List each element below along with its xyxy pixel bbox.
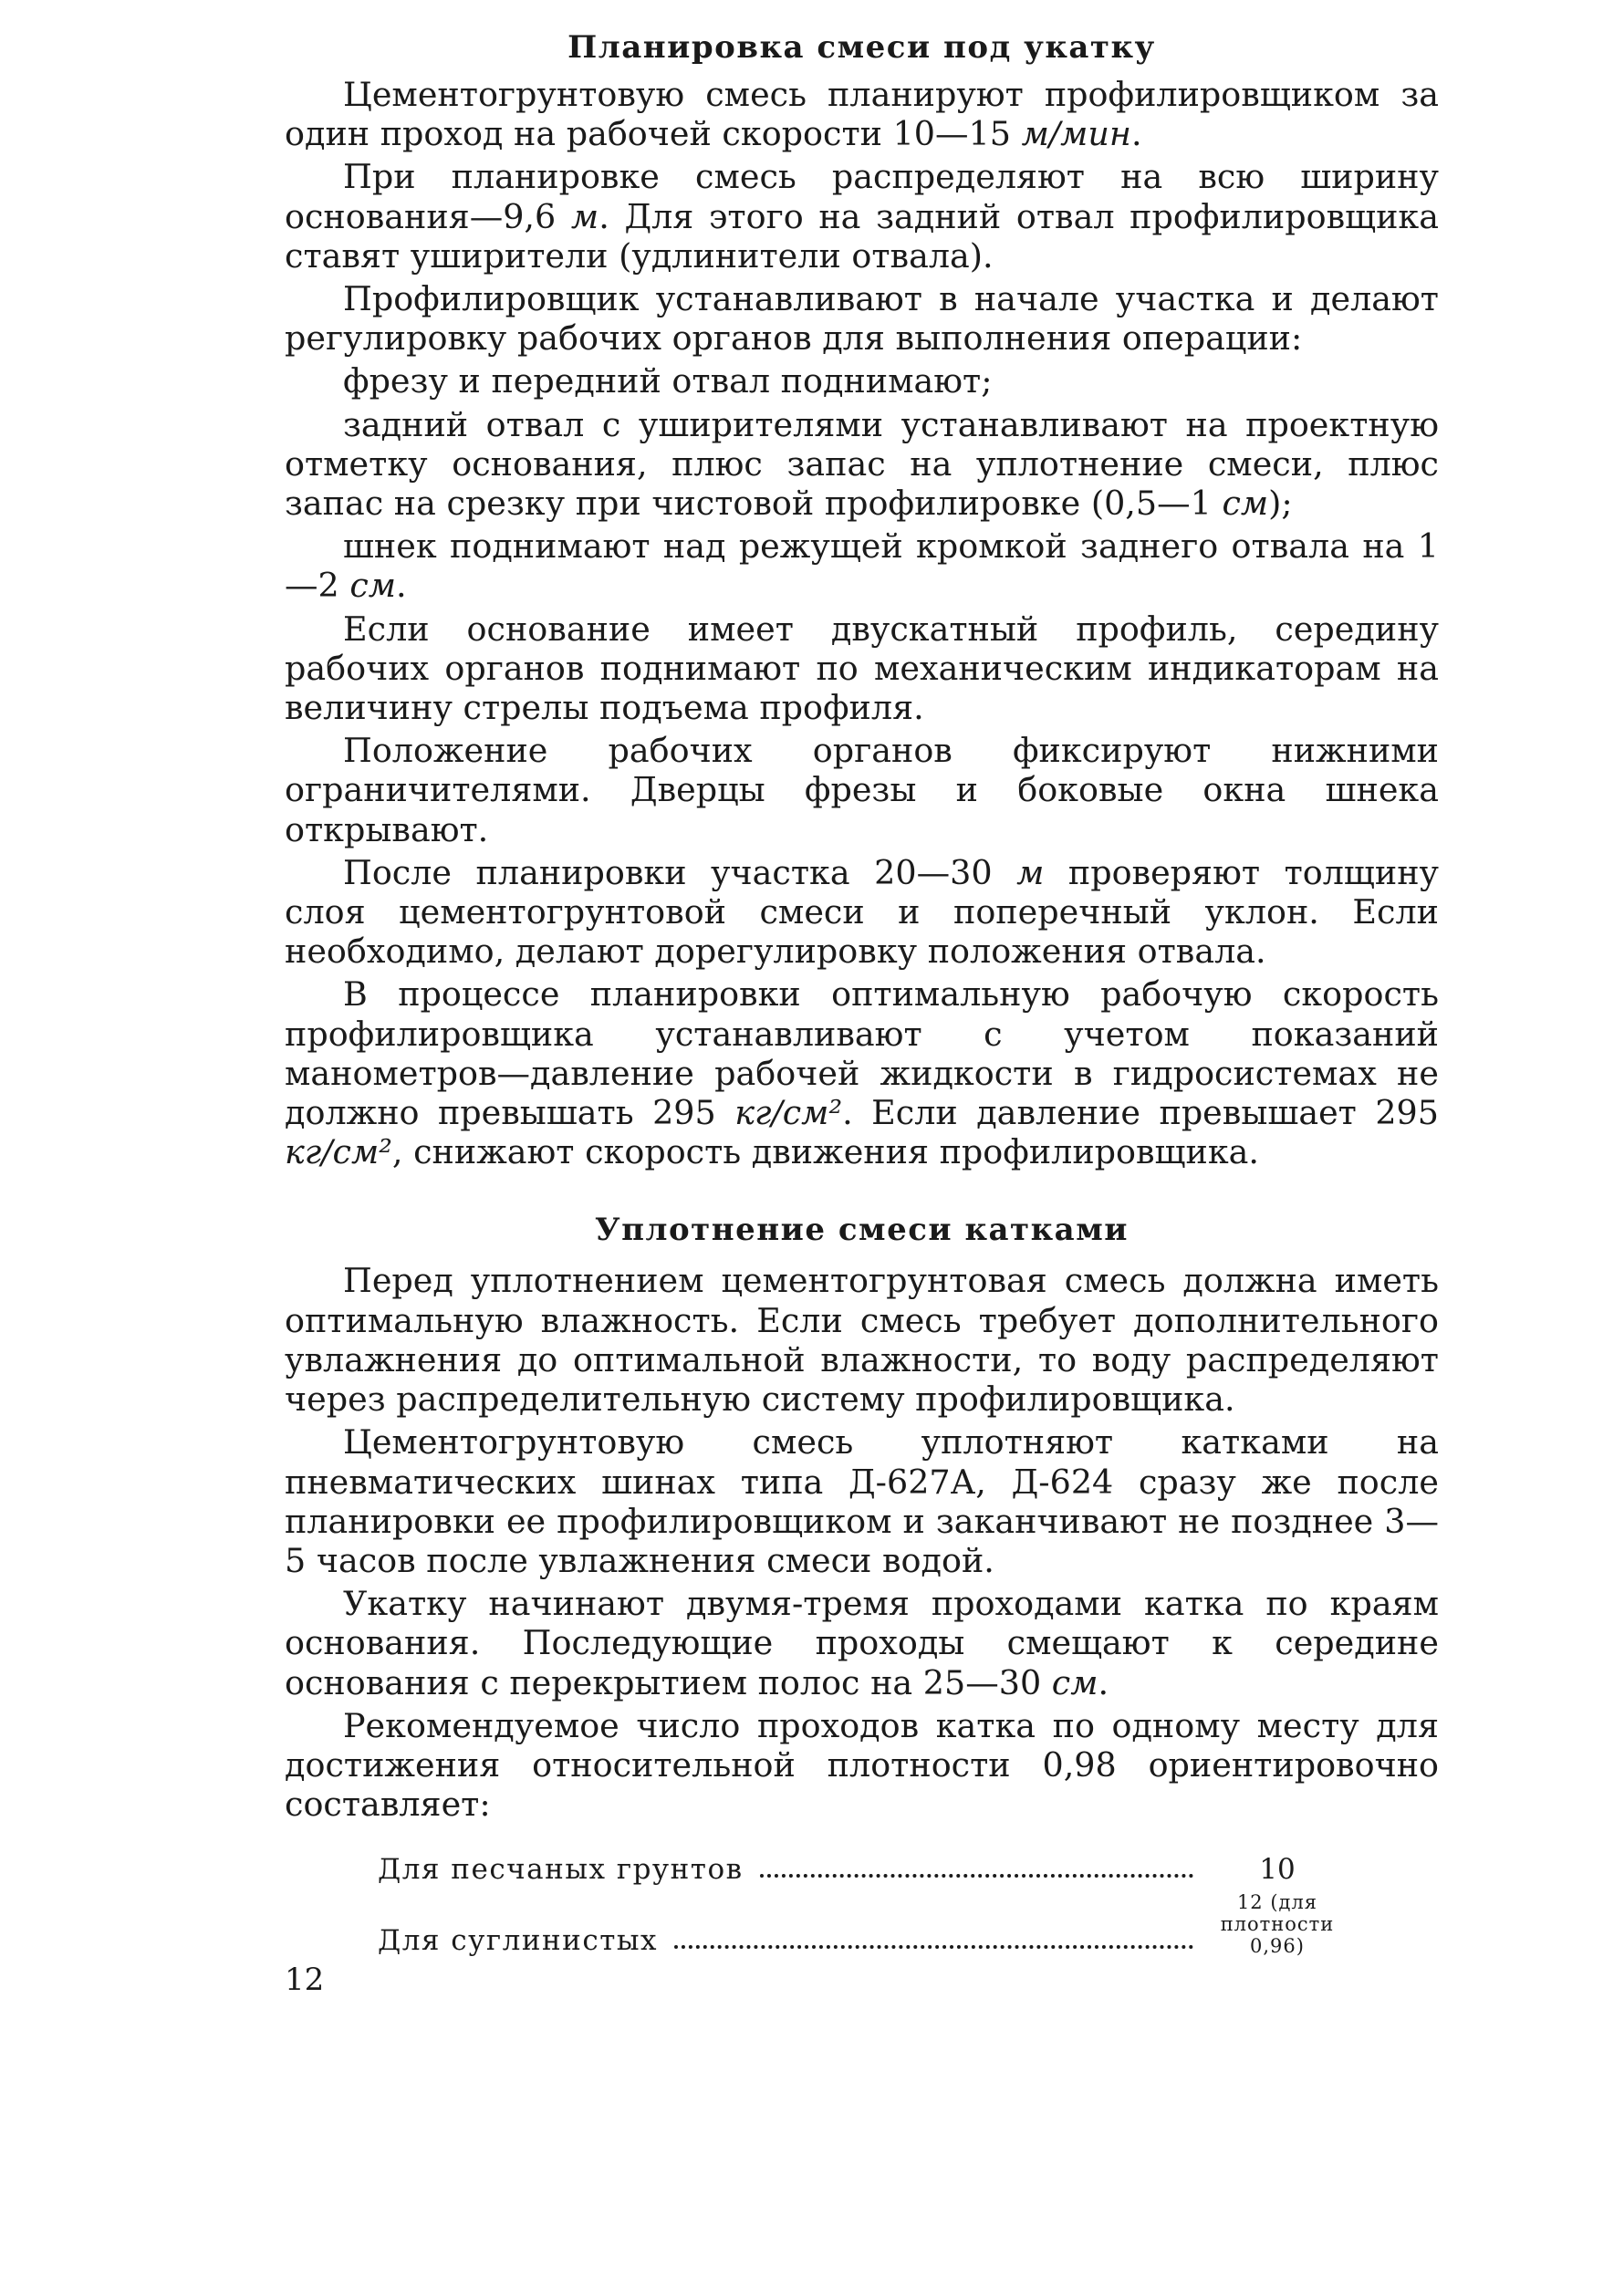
table-row-label: Для песчаных грунтов <box>378 1853 744 1887</box>
paragraph: В процессе планировки оптимальную рабочую скорость профилировщика устанавливают с учетом показаний манометров—давление рабочей жидкости в гидросистемах не должно превышать 295 кг/см². Если давление превышает 295 кг/см², снижают скорость движения профилировщика. <box>285 974 1439 1172</box>
dot-leader <box>674 1945 1193 1949</box>
paragraph: Профилировщик устанавливают в начале участка и делают регулировку рабочих органов для выполнения операции: <box>285 279 1439 359</box>
section-heading-compaction: Уплотнение смеси катками <box>595 1212 1129 1249</box>
page-number: 12 <box>285 1962 325 1998</box>
paragraph: При планировке смесь распределяют на всю ширину основания—9,6 м. Для этого на задний отвал профилировщика ставят уширители (удлинители отвала). <box>285 157 1439 276</box>
unit: м <box>1016 852 1045 892</box>
passes-table <box>378 1840 1345 1957</box>
paragraph: Цементогрунтовую смесь планируют профилировщиком за один проход на рабочей скорости 10—15 м/мин. <box>285 75 1439 154</box>
paragraph: Цементогрунтовую смесь уплотняют катками на пневматических шинах типа Д-627А, Д-624 сразу же после планировки ее профилировщиком и заканчивают не позднее 3—5 часов после увлажнения смеси водой. <box>285 1422 1439 1580</box>
table-row <box>378 1891 1345 1957</box>
section-compaction <box>285 1202 1439 1957</box>
unit: м/мин <box>1021 114 1131 154</box>
paragraph: фрезу и передний отвал поднимают; <box>343 361 993 401</box>
table-row-label: Для суглинистых <box>378 1924 658 1958</box>
paragraph: Перед уплотнением цементогрунтовая смесь должна иметь оптимальную влажность. Если смесь требует дополнительного увлажнения до оптимальной влажности, то воду распределяют через распределительную систему профилировщика. <box>285 1261 1439 1420</box>
unit: кг/см² <box>734 1093 843 1133</box>
section-planning <box>285 20 1439 1171</box>
table-row-value: 12 (для плотности 0,96) <box>1220 1891 1335 1958</box>
unit: м <box>570 196 599 236</box>
paragraph: Положение рабочих органов фиксируют нижними ограничителями. Дверцы фрезы и боковые окна шнека открывают. <box>285 731 1439 849</box>
paragraph: шнек поднимают над режущей кромкой заднего отвала на 1—2 см. <box>285 526 1439 606</box>
paragraph: Если основание имеет двускатный профиль, середину рабочих органов поднимают по механическим индикаторам на величину стрелы подъема профиля. <box>285 609 1439 728</box>
paragraph: Рекомендуемое число проходов катка по одному месту для достижения относительной плотности 0,98 ориентировочно составляет: <box>285 1705 1439 1825</box>
paragraph: Укатку начинают двумя-тремя проходами катка по краям основания. Последующие проходы смещают к середине основания с перекрытием полос на 25—30 см. <box>285 1584 1439 1702</box>
unit: кг/см² <box>285 1132 392 1172</box>
unit: см <box>1222 484 1269 524</box>
table-row <box>378 1840 1345 1886</box>
dot-leader <box>760 1874 1193 1878</box>
text-column <box>285 20 1439 1957</box>
paragraph: После планировки участка 20—30 м проверяют толщину слоя цементогрунтовой смеси и поперечный уклон. Если необходимо, делают дорегулировку положения отвала. <box>285 852 1439 972</box>
section-heading-planning: Планировка смеси под укатку <box>567 29 1156 66</box>
unit: см <box>349 566 397 606</box>
paragraph: задний отвал с уширителями устанавливают на проектную отметку основания, плюс запас на уплотнение смеси, плюс запас на срезку при чистовой профилировке (0,5—1 см); <box>285 404 1439 524</box>
unit: см <box>1051 1662 1098 1702</box>
table-row-value: 10 <box>1259 1853 1296 1887</box>
